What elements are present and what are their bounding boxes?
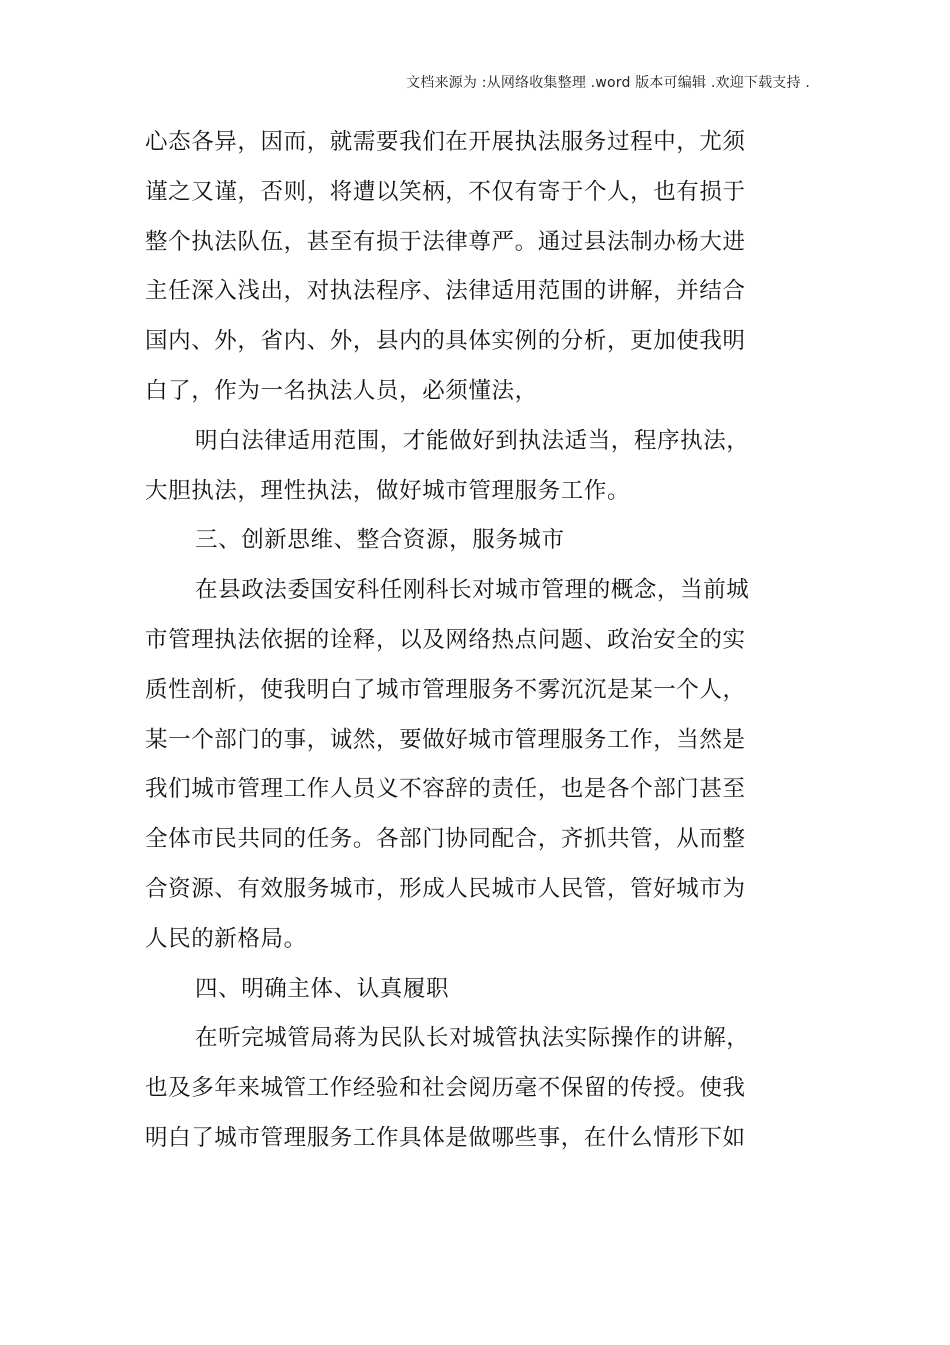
- text-line: 合资源、有效服务城市，形成人民城市人民管，管好城市为: [145, 875, 746, 902]
- text-line: 整个执法队伍，甚至有损于法律尊严。通过县法制办杨大进: [145, 228, 746, 255]
- page-header: 文档来源为 :从网络收集整理 .word 版本可编辑 .欢迎下载支持 .: [406, 75, 810, 91]
- text-line: 也及多年来城管工作经验和社会阅历毫不保留的传授。使我: [145, 1075, 746, 1102]
- section-heading: 四、明确主体、认真履职: [195, 975, 450, 1002]
- text-line: 市管理执法依据的诠释，以及网络热点问题、政治安全的实: [145, 626, 746, 653]
- text-line: 明白法律适用范围，才能做好到执法适当，程序执法，: [195, 427, 750, 454]
- section-heading: 三、创新思维、整合资源，服务城市: [195, 527, 565, 554]
- text-line: 大胆执法，理性执法，做好城市管理服务工作。: [145, 477, 631, 504]
- text-line: 主任深入浅出，对执法程序、法律适用范围的讲解，并结合: [145, 278, 746, 305]
- text-line: 全体市民共同的任务。各部门协同配合，齐抓共管，从而整: [145, 826, 746, 853]
- body-text: [145, 118, 750, 1164]
- text-line: 某一个部门的事，诚然，要做好城市管理服务工作，当然是: [145, 726, 746, 753]
- text-line: 质性剖析，使我明白了城市管理服务不雾沉沉是某一个人，: [145, 676, 746, 703]
- text-line: 国内、外，省内、外，县内的具体实例的分析，更加使我明: [145, 328, 746, 355]
- text-line: 在县政法委国安科任刚科长对城市管理的概念，当前城: [195, 577, 750, 604]
- text-line: 白了，作为一名执法人员，必须懂法，: [145, 377, 538, 404]
- text-line: 人民的新格局。: [145, 925, 307, 952]
- text-line: 明白了城市管理服务工作具体是做哪些事，在什么情形下如: [145, 1124, 746, 1151]
- text-line: 谨之又谨，否则，将遭以笑柄，不仅有寄于个人，也有损于: [145, 178, 746, 205]
- text-line: 心态各异，因而，就需要我们在开展执法服务过程中，尤须: [145, 129, 746, 155]
- text-line: 在听完城管局蒋为民队长对城管执法实际操作的讲解，: [195, 1025, 750, 1052]
- text-line: 我们城市管理工作人员义不容辞的责任，也是各个部门甚至: [145, 776, 746, 803]
